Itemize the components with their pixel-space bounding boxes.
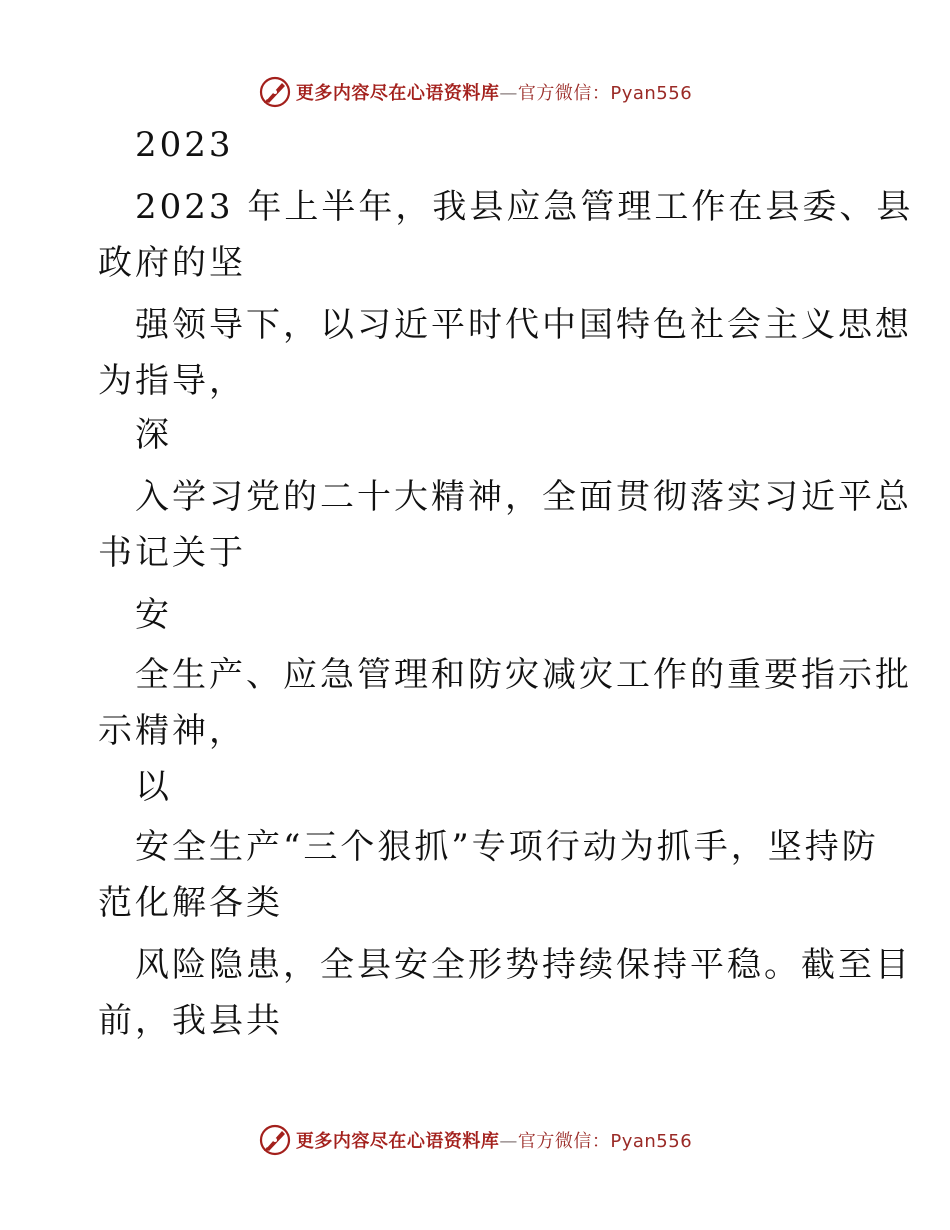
body-line: 为指导， <box>98 361 246 401</box>
body-line: 风险隐患，全县安全形势持续保持平稳。截至目 <box>135 945 912 985</box>
header-contact-id: Pyan556 <box>610 83 693 104</box>
header-watermark-text <box>296 79 692 105</box>
body-line: 安 <box>135 595 172 635</box>
footer-dash: — <box>499 1131 518 1152</box>
footer-watermark-text <box>296 1127 692 1153</box>
footer-contact-text: 官方微信： <box>517 1131 611 1152</box>
body-line: 强领导下，以习近平时代中国特色社会主义思想 <box>135 305 912 345</box>
body-line: 示精神， <box>98 711 246 751</box>
body-line: 2023 年上半年，我县应急管理工作在县委、县 <box>135 187 914 227</box>
header-brand-text: 更多内容尽在心语资料库 <box>295 83 500 104</box>
body-line: 2023 <box>135 125 234 165</box>
header-watermark <box>0 72 950 112</box>
footer-brand-text: 更多内容尽在心语资料库 <box>295 1131 500 1152</box>
body-line: 前，我县共 <box>98 1001 283 1041</box>
footer-watermark <box>0 1120 950 1160</box>
header-dash: — <box>499 83 518 104</box>
body-line: 政府的坚 <box>98 243 246 283</box>
pen-logo-icon <box>258 1123 292 1157</box>
body-line: 深 <box>135 415 172 455</box>
body-line: 全生产、应急管理和防灾减灾工作的重要指示批 <box>135 655 912 695</box>
body-line: 安全生产“三个狠抓”专项行动为抓手，坚持防 <box>135 827 879 867</box>
pen-logo-icon <box>258 75 292 109</box>
body-line: 以 <box>135 767 172 807</box>
body-line: 书记关于 <box>98 533 246 573</box>
body-line: 范化解各类 <box>98 883 283 923</box>
body-line: 入学习党的二十大精神，全面贯彻落实习近平总 <box>135 477 912 517</box>
header-contact-text: 官方微信： <box>517 83 611 104</box>
footer-contact-id: Pyan556 <box>610 1131 693 1152</box>
